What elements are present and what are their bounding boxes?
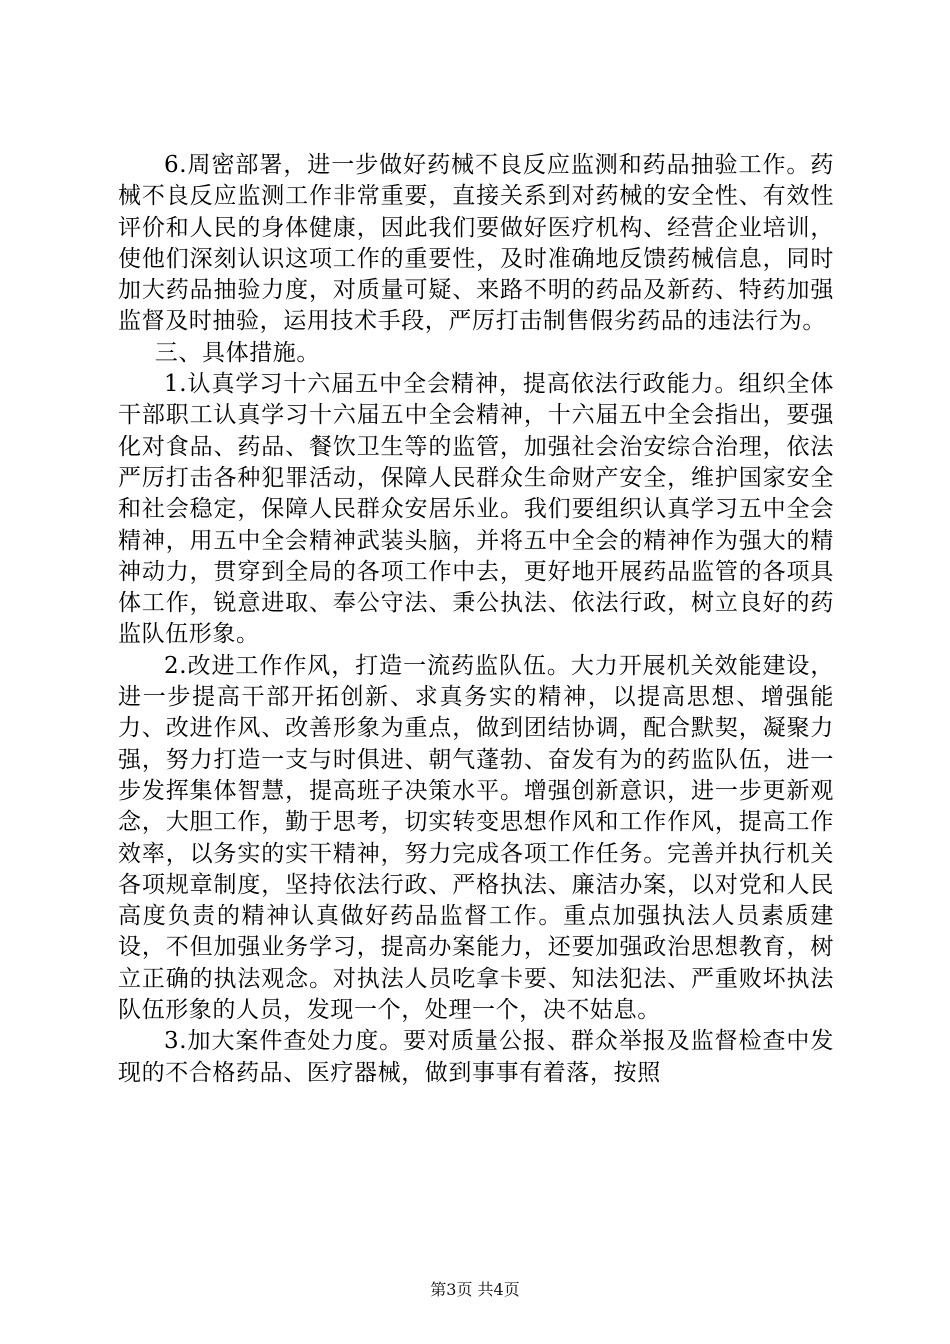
paragraph-measure-2: 2.改进工作作风，打造一流药监队伍。大力开展机关效能建设，进一步提高干部开拓创新、求真务实的精神，以提高思想、增强能力、改进作风、改善形象为重点，做到团结协调，配合默契，凝聚力强，努力打造一支与时俱进、朝气蓬勃、奋发有为的药监队伍，进一步发挥集体智慧，提高班子决策水平。增强创新意识，进一步更新观念，大胆工作，勤于思考，切实转变思想作风和工作作风，提高工作效率，以务实的实干精神，努力完成各项工作任务。完善并执行机关各项规章制度，坚持依法行政、严格执法、廉洁办案，以对党和人民高度负责的精神认真做好药品监督工作。重点加强执法人员素质建设，不但加强业务学习，提高办案能力，还要加强政治思想教育，树立正确的执法观念。对执法人员吃拿卡要、知法犯法、严重败坏执法队伍形象的人员，发现一个，处理一个，决不姑息。 [118, 652, 834, 1024]
paragraph-measure-3: 3.加大案件查处力度。要对质量公报、群众举报及监督检查中发现的不合格药品、医疗器械，做到事事有着落，按照 [118, 1028, 834, 1086]
paragraph-measure-1: 1.认真学习十六届五中全会精神，提高依法行政能力。组织全体干部职工认真学习十六届五中全会精神，十六届五中全会指出，要强化对食品、药品、餐饮卫生等的监管，加强社会治安综合治理，依法严厉打击各种犯罪活动，保障人民群众生命财产安全，维护国家安全和社会稳定，保障人民群众安居乐业。我们要组织认真学习五中全会精神，用五中全会精神武装头脑，并将五中全会的精神作为强大的精神动力，贯穿到全局的各项工作中去，更好地开展药品监管的各项具体工作，锐意进取、奉公守法、秉公执法、依法行政，树立良好的药监队伍形象。 [118, 371, 834, 648]
section-heading-specific-measures: 三、具体措施。 [154, 339, 320, 366]
paragraph-adr-monitoring: 6.周密部署，进一步做好药械不良反应监测和药品抽验工作。药械不良反应监测工作非常重要，直接关系到对药械的安全性、有效性评价和人民的身体健康，因此我们要做好医疗机构、经营企业培训，使他们深刻认识这项工作的重要性，及时准确地反馈药械信息，同时加大药品抽验力度，对质量可疑、来路不明的药品及新药、特药加强监督及时抽验，运用技术手段，严厉打击制售假劣药品的违法行为。 [118, 152, 834, 335]
page-number-label: 第3页 共4页 [430, 1280, 520, 1299]
document-body [118, 150, 834, 1089]
page-footer [0, 1280, 950, 1300]
